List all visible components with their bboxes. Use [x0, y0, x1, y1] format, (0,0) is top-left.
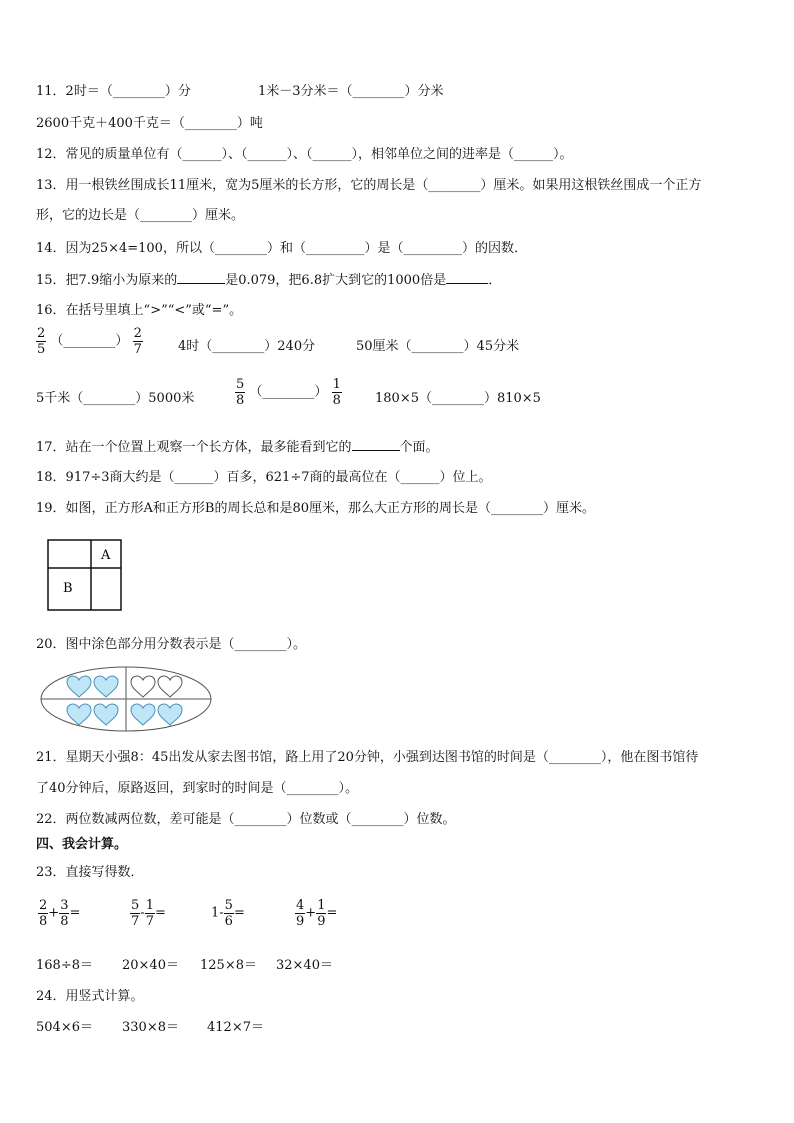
question-24-title: 24．用竖式计算。: [36, 989, 144, 1004]
q17-part-b: 个面。: [399, 440, 439, 455]
q24-item: 504×6＝: [36, 1020, 93, 1035]
question-22: 22．两位数减两位数，差可能是（________）位数或（________）位数。: [36, 812, 456, 827]
q11-part-b: 1米－3分米＝（________）分米: [258, 84, 444, 99]
fraction: $\frac{3}{8}$: [60, 898, 69, 929]
heart-icon: [158, 704, 182, 725]
heart-icon: [67, 676, 91, 697]
question-20: 20．图中涂色部分用分数表示是（________）。: [36, 637, 307, 652]
q23-expression-1: $\frac{2}{8}$ + $\frac{3}{8}$ =: [39, 898, 81, 929]
q16-row2-item2: [235, 377, 342, 408]
question-21-line2: 了40分钟后，原路返回，到家时的时间是（________）。: [36, 781, 359, 796]
q23-expression-4: $\frac{4}{9}$ + $\frac{1}{9}$ =: [296, 898, 338, 929]
question-15: [36, 271, 501, 290]
fraction: $\frac{5}{7}$: [131, 898, 140, 929]
q16-row2-item1: 5千米（________）5000米: [36, 391, 195, 406]
q11-part-a: 11．2时＝（________）分: [36, 84, 191, 99]
question-12: 12．常见的质量单位有（______）、（______）、（______），相邻单位之间的进率是（______）。: [36, 147, 573, 162]
section-heading: 四、我会计算。: [36, 837, 128, 852]
label-a: A: [101, 548, 111, 563]
q17-part-a: 17．站在一个位置上观察一个长方体，最多能看到它的: [36, 440, 352, 455]
heart-icon: [67, 704, 91, 725]
question-21-line1: 21．星期天小强8：45出发从家去图书馆，路上用了20分钟，小强到达图书馆的时间是（________），他在图书馆待: [36, 750, 699, 765]
fraction: $\frac{2}{5}$: [37, 326, 46, 357]
q24-item: 330×8＝: [122, 1020, 179, 1035]
label-b: B: [63, 581, 73, 596]
q16-row1-item2: 4时（________）240分: [178, 339, 316, 354]
question-13-line2: 形，它的边长是（________）厘米。: [36, 208, 245, 223]
q23-expression-2: $\frac{5}{7}$ - $\frac{1}{7}$ =: [131, 898, 166, 929]
q15-blank-1: [177, 271, 225, 284]
q15-part-c: ．: [488, 273, 502, 288]
fraction: $\frac{5}{6}$: [224, 898, 233, 929]
heart-icon: [131, 676, 155, 697]
q16-row2-item3: 180×5（________）810×5: [375, 391, 541, 406]
fraction: $\frac{1}{9}$: [317, 898, 326, 929]
q15-blank-2: [446, 271, 488, 284]
heart-icon: [158, 676, 182, 697]
q11-part-c: 2600千克＋400千克＝（________）吨: [36, 116, 263, 131]
fraction: $\frac{2}{7}$: [133, 326, 142, 357]
q15-part-a: 15．把7.9缩小为原来的: [36, 273, 178, 288]
fraction: $\frac{4}{9}$: [296, 898, 305, 929]
fraction: $\frac{5}{8}$: [236, 377, 245, 408]
question-16-title: 16．在括号里填上“>”“<”或“=”。: [36, 303, 243, 318]
squares-diagram: [47, 539, 123, 612]
q23-row2-item: 125×8＝: [200, 958, 257, 973]
q23-row2-item: 20×40＝: [122, 958, 179, 973]
question-19: 19．如图，正方形A和正方形B的周长总和是80厘米，那么大正方形的周长是（________）厘米。: [36, 501, 596, 516]
question-18: 18．917÷3商大约是（______）百多，621÷7商的最高位在（______）位上。: [36, 470, 492, 485]
q16-row1-item3: 50厘米（________）45分米: [356, 339, 520, 354]
question-13-line1: 13．用一根铁丝围成长11厘米，宽为5厘米的长方形，它的周长是（________）厘米。如果用这根铁丝围成一个正方: [36, 178, 702, 193]
q16-blank: （________）: [50, 333, 129, 349]
question-23-title: 23．直接写得数．: [36, 865, 144, 880]
q16-row1-item1: [36, 326, 143, 357]
fraction: $\frac{1}{8}$: [332, 377, 341, 408]
question-11: [36, 83, 191, 101]
q23-row2-item: 32×40＝: [276, 958, 333, 973]
heart-icon: [94, 676, 118, 697]
heart-icon: [94, 704, 118, 725]
fraction: $\frac{2}{8}$: [39, 898, 48, 929]
q17-blank: [352, 438, 400, 451]
q23-expression-3: 1- $\frac{5}{6}$ =: [211, 898, 245, 929]
q23-row2-item: 168÷8＝: [36, 958, 93, 973]
fraction: $\frac{1}{7}$: [145, 898, 154, 929]
q15-part-b: 是0.079，把6.8扩大到它的1000倍是: [225, 273, 447, 288]
q16-blank: （________）: [249, 384, 328, 400]
q24-item: 412×7＝: [207, 1020, 264, 1035]
question-17: [36, 438, 439, 457]
question-14: 14．因为25×4=100，所以（________）和（_________）是（_________）的因数．: [36, 241, 527, 256]
heart-icon: [131, 704, 155, 725]
hearts-oval-figure: [39, 664, 213, 734]
